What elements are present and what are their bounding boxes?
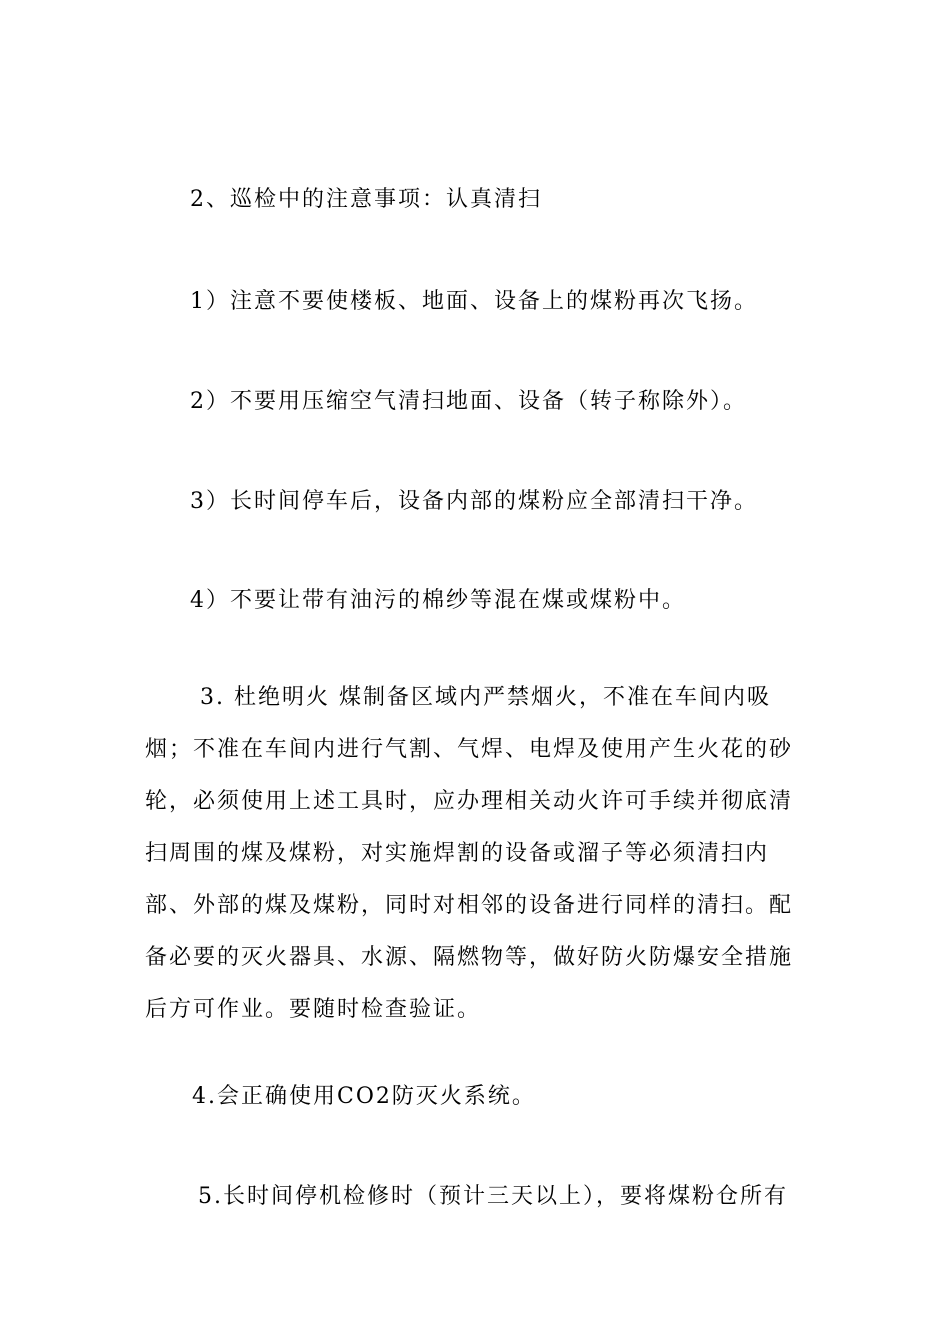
paragraph-line: 部、外部的煤及煤粉，同时对相邻的设备进行同样的清扫。配 — [145, 893, 794, 918]
paragraph-line: 轮，必须使用上述工具时，应办理相关动火许可手续并彻底清 — [145, 789, 794, 814]
section-5-text: 5.长时间停机检修时（预计三天以上），要将煤粉仓所有 — [198, 1184, 788, 1209]
list-item-3: 3）长时间停车后，设备内部的煤粉应全部清扫干净。 — [190, 489, 758, 514]
section-3-paragraph — [145, 672, 810, 1036]
list-item-2: 2）不要用压缩空气清扫地面、设备（转子称除外）。 — [190, 389, 747, 414]
section-4-text: 4.会正确使用CO2防灭火系统。 — [192, 1084, 536, 1109]
paragraph-line: 后方可作业。要随时检查验证。 — [145, 997, 482, 1022]
section-2-heading: 2、巡检中的注意事项：认真清扫 — [190, 187, 542, 212]
paragraph-line: 备必要的灭火器具、水源、隔燃物等，做好防火防爆安全措施 — [145, 945, 794, 970]
list-item-1: 1）注意不要使楼板、地面、设备上的煤粉再次飞扬。 — [190, 289, 758, 314]
list-item-4: 4）不要让带有油污的棉纱等混在煤或煤粉中。 — [190, 588, 686, 613]
paragraph-line: 3. 杜绝明火 煤制备区域内严禁烟火，不准在车间内吸 — [200, 685, 771, 710]
paragraph-line: 扫周围的煤及煤粉，对实施焊割的设备或溜子等必须清扫内 — [145, 841, 770, 866]
paragraph-line: 烟；不准在车间内进行气割、气焊、电焊及使用产生火花的砂 — [145, 737, 794, 762]
